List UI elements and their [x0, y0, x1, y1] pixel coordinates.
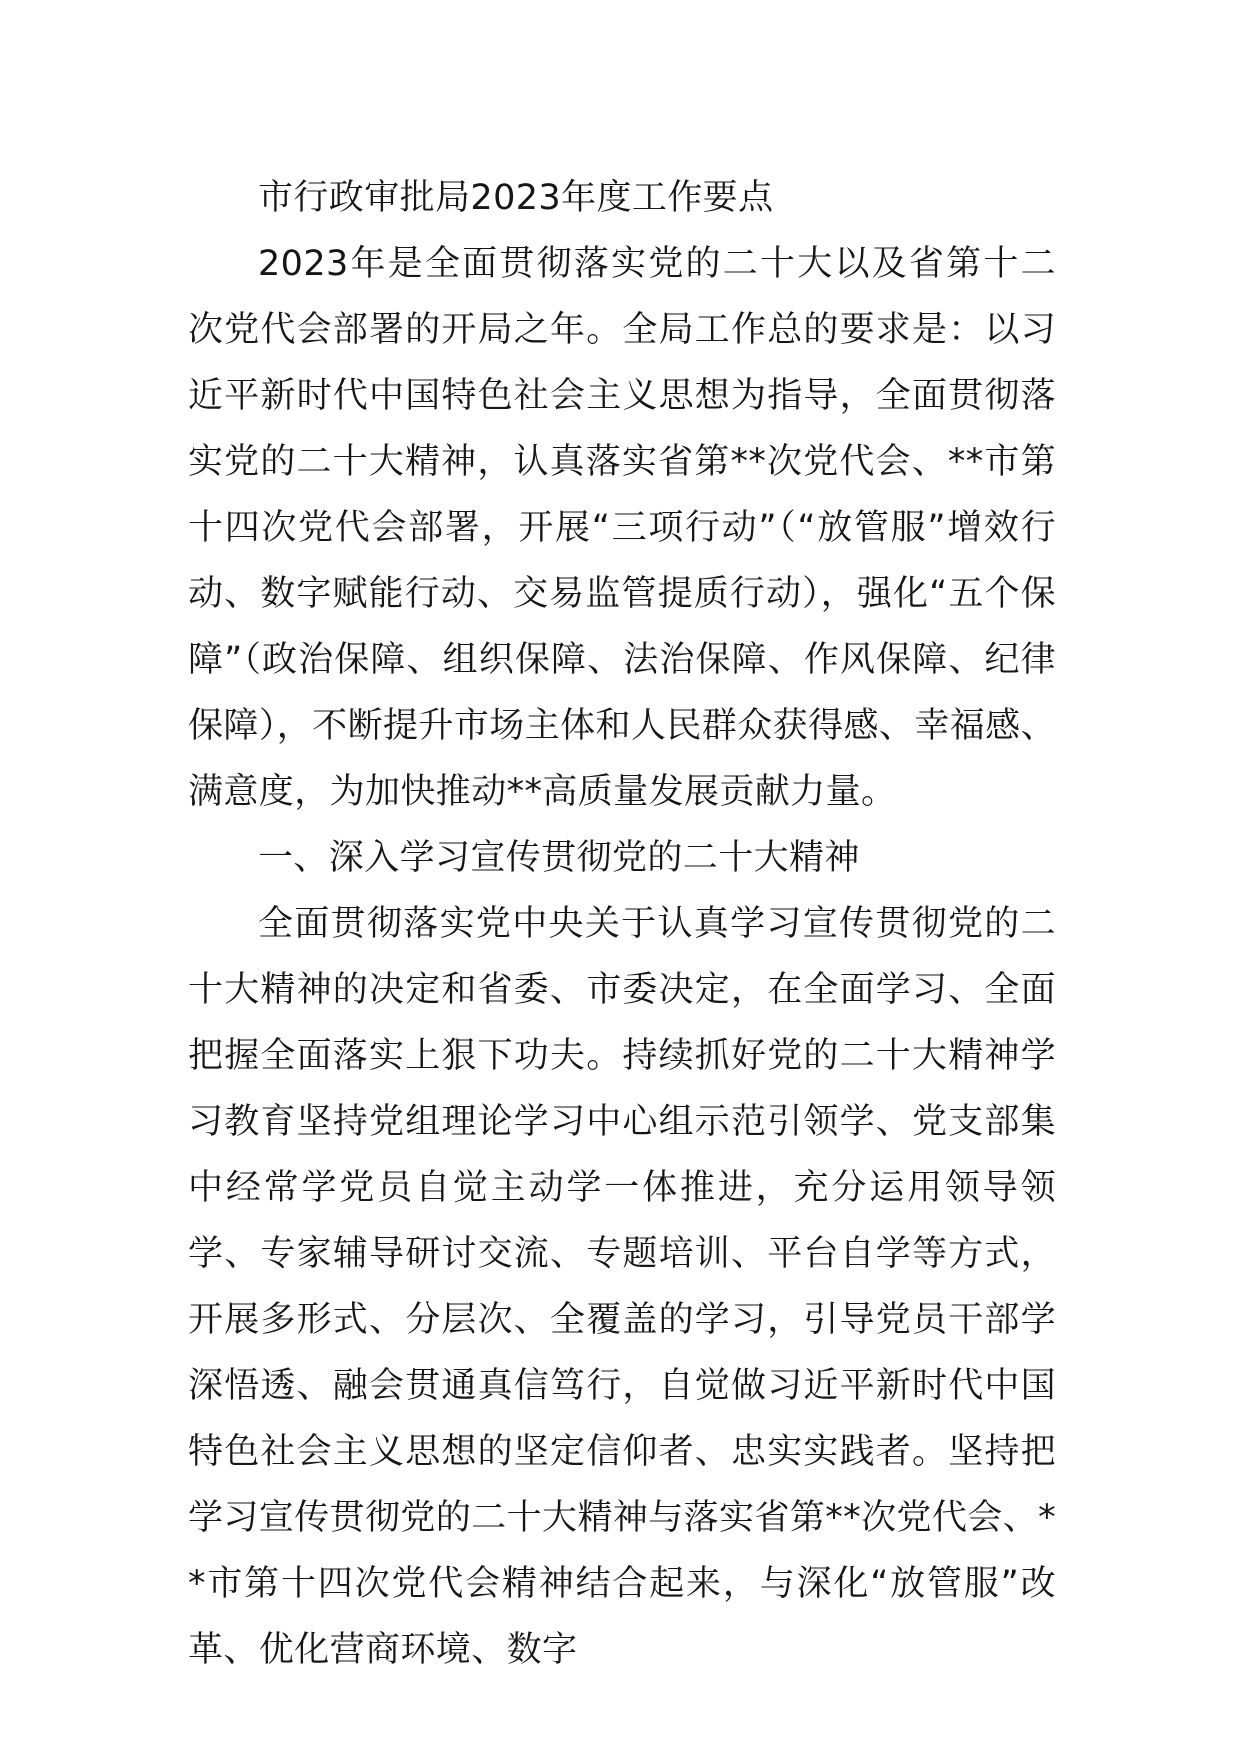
- document-title: 市行政审批局2023年度工作要点: [258, 178, 774, 218]
- document-body: [188, 165, 1056, 1683]
- paragraph-intro: 2023年是全面贯彻落实党的二十大以及省第十二次党代会部署的开局之年。全局工作总的要求是：以习近平新时代中国特色社会主义思想为指导，全面贯彻落实党的二十大精神，认真落实省第**次党代会、**市第十四次党代会部署，开展“三项行动”（“放管服”增效行动、数字赋能行动、交易监管提质行动），强化“五个保障”（政治保障、组织保障、法治保障、作风保障、纪律保障），不断提升市场主体和人民群众获得感、幸福感、满意度，为加快推动**高质量发展贡献力量。: [188, 244, 1056, 812]
- section-heading-1: 一、深入学习宣传贯彻党的二十大精神: [258, 838, 860, 878]
- paragraph-section-1: 全面贯彻落实党中央关于认真学习宣传贯彻党的二十大精神的决定和省委、市委决定，在全面学习、全面把握全面落实上狠下功夫。持续抓好党的二十大精神学习教育坚持党组理论学习中心组示范引领学、党支部集中经常学党员自觉主动学一体推进，充分运用领导领学、专家辅导研讨交流、专题培训、平台自学等方式，开展多形式、分层次、全覆盖的学习，引导党员干部学深悟透、融会贯通真信笃行，自觉做习近平新时代中国特色社会主义思想的坚定信仰者、忠实实践者。坚持把学习宣传贯彻党的二十大精神与落实省第**次党代会、**市第十四次党代会精神结合起来，与深化“放管服”改革、优化营商环境、数字: [188, 904, 1056, 1670]
